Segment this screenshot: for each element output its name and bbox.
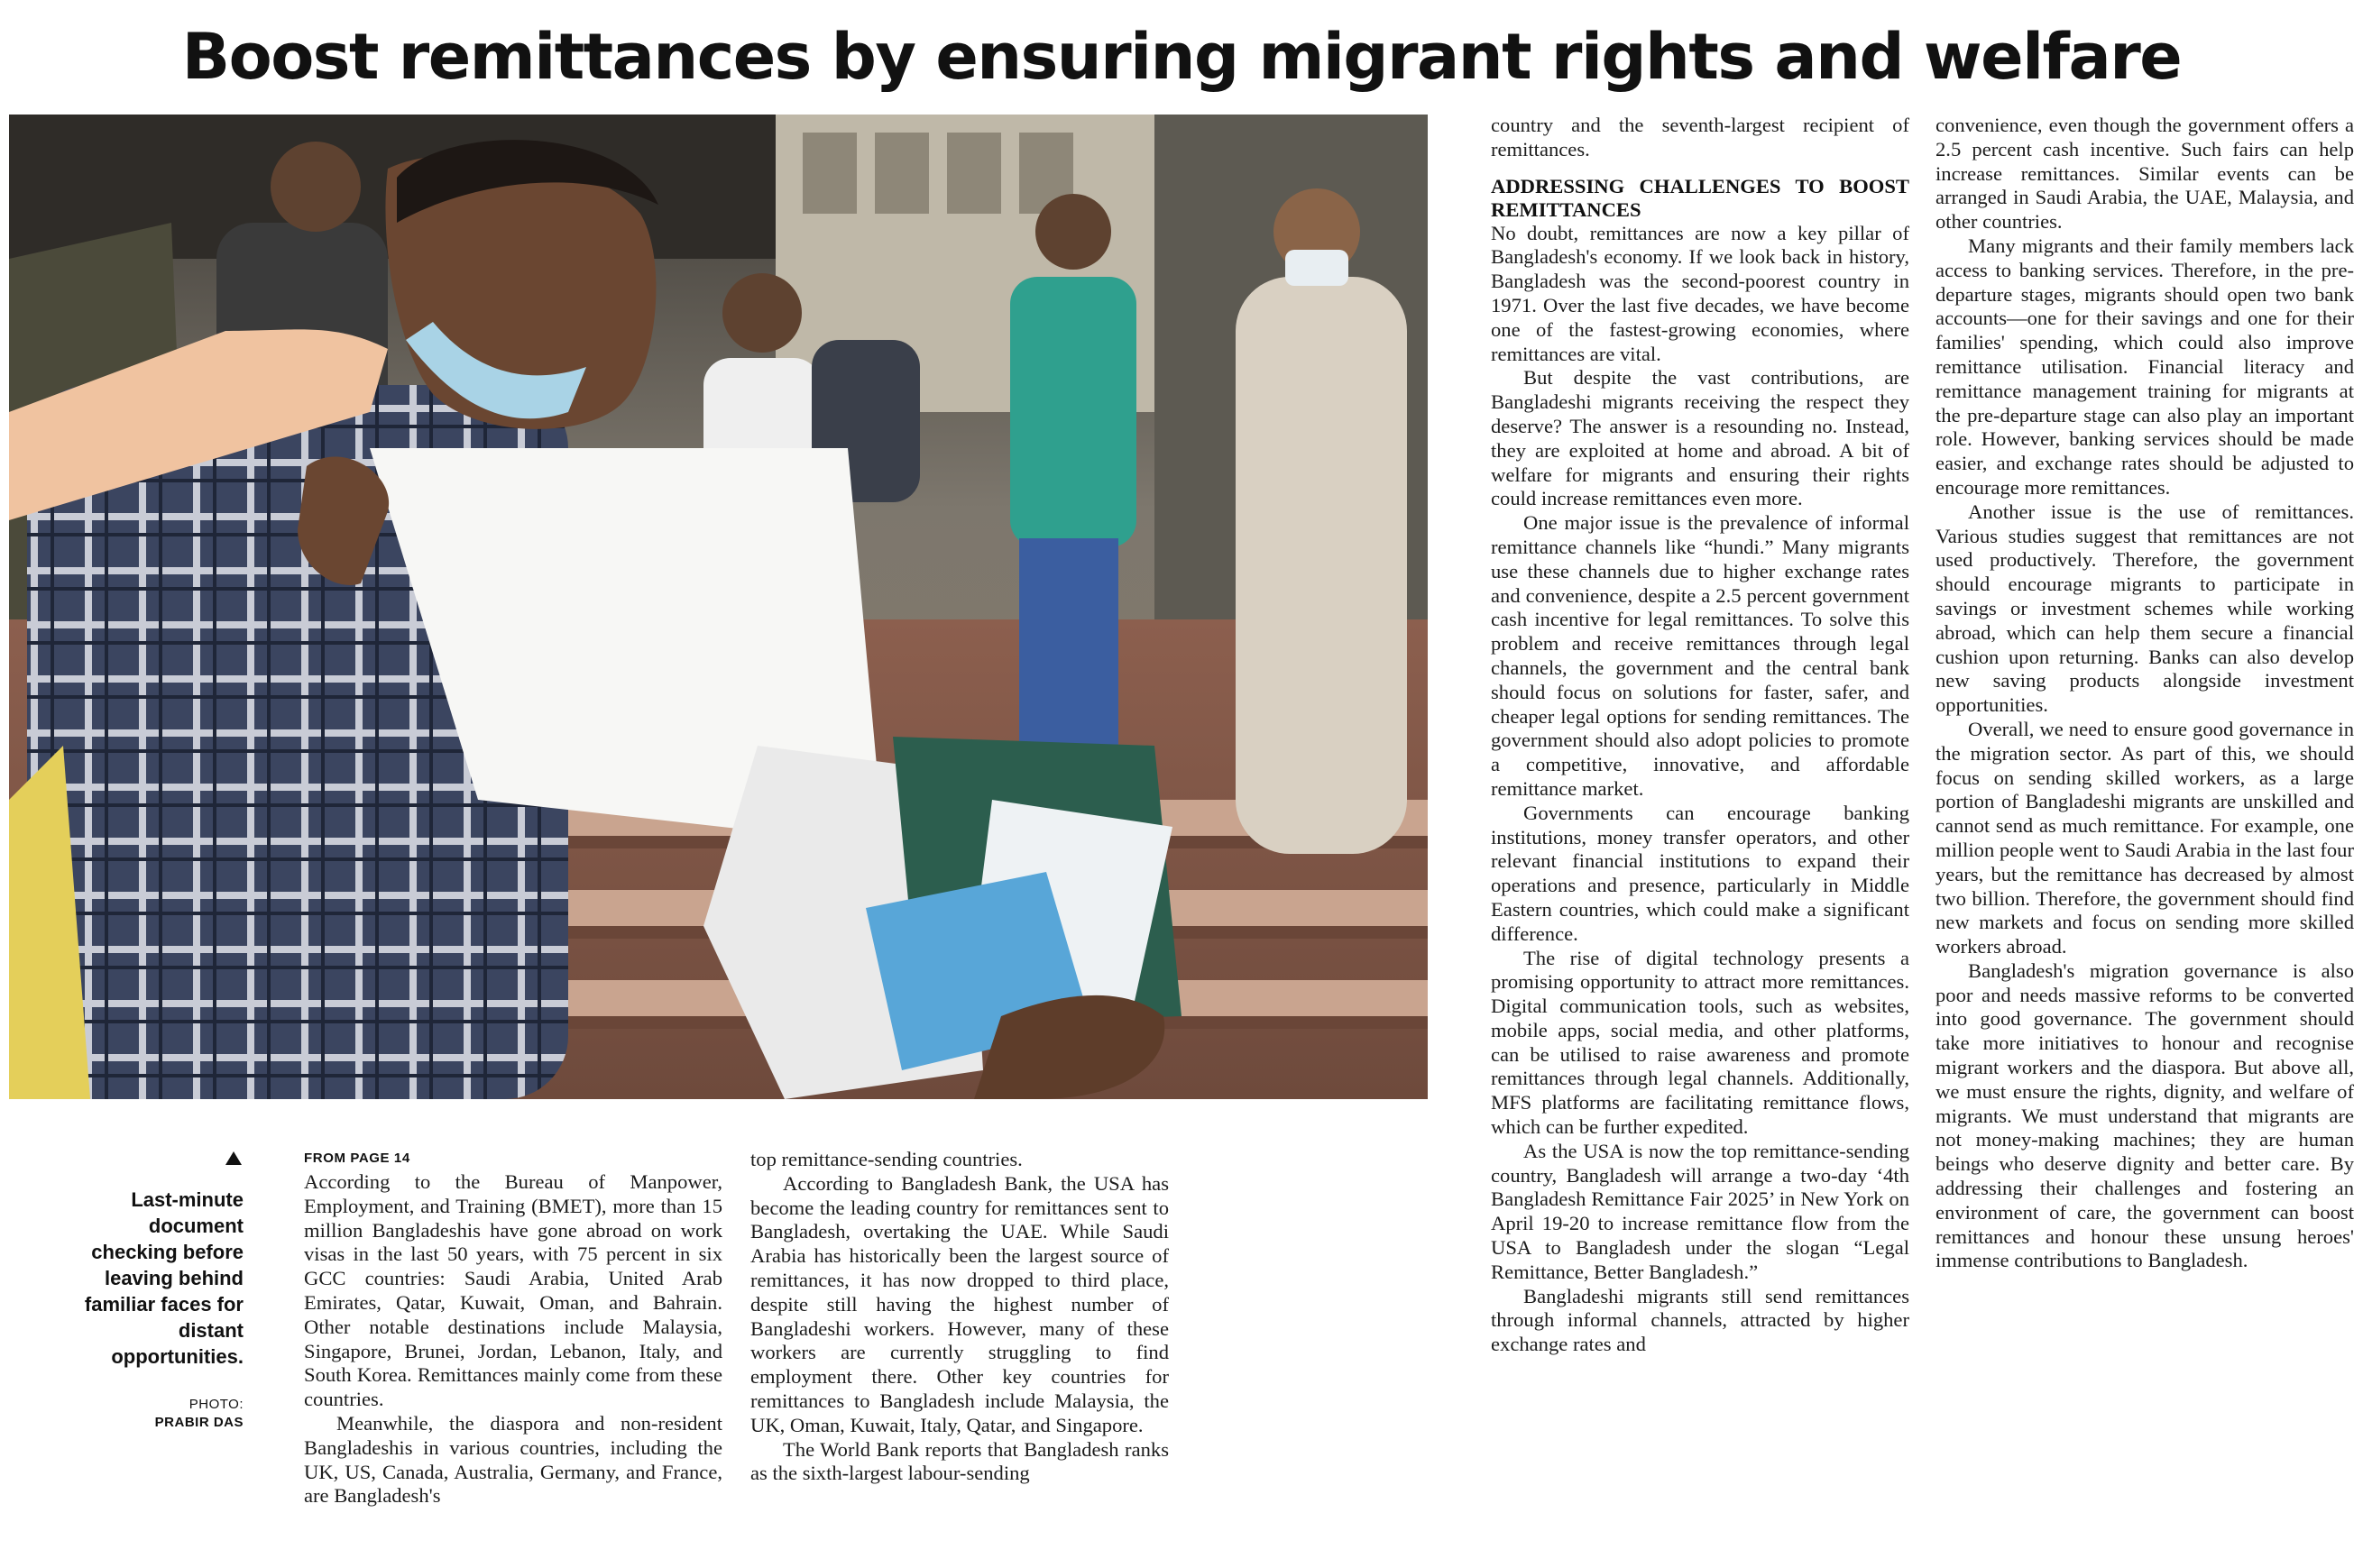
paragraph: Meanwhile, the diaspora and non-resident Bangladeshis in various countries, including the UK, US, Canada, Australia, Germany, and France, are Bangladesh's — [304, 1411, 722, 1508]
news-photo — [9, 115, 1428, 1099]
article-column-1 — [304, 1147, 722, 1508]
paragraph: Many migrants and their family members lack access to banking services. Therefore, in the pre-departure stages, migrants should open two bank accounts—one for their savings and one for their families' spending, which could also improve remittance utilisation. Financial literacy and remittance management training for migrants at the pre-departure stage can also play an important role. However, banking services should be made easier, and exchange rates should be adjusted to encourage more remittances. — [1935, 234, 2354, 499]
paragraph: convenience, even though the government offers a 2.5 percent cash incentive. Such fairs can help increase remittances. Similar events can be arranged in Saudi Arabia, the UAE, Malaysia, and other countries. — [1935, 114, 2354, 234]
photo-credit-label: PHOTO: — [188, 1397, 244, 1412]
triangle-up-icon — [225, 1151, 242, 1165]
photo-caption: Last-minute document checking before leaving behind familiar faces for distant opportunities. — [84, 1188, 244, 1368]
article-column-3 — [1491, 114, 1909, 1357]
paragraph: According to Bangladesh Bank, the USA has become the leading country for remittances sent to Bangladesh, overtaking the UAE. While Saudi Arabia has historically been the largest source of remittances, it has now dropped to third place, despite still having the highest number of Bangladeshi workers. However, many of these workers are currently struggling to find employment there. Other key countries for remittances to Bangladesh include Malaysia, the UK, Oman, Kuwait, Italy, Qatar, and Singapore. — [750, 1171, 1169, 1436]
continued-from-kicker: FROM PAGE 14 — [304, 1151, 410, 1166]
photo-credit — [63, 1396, 244, 1432]
news-photo-illustration — [9, 115, 1428, 1099]
article-column-2 — [750, 1148, 1169, 1486]
paragraph: The World Bank reports that Bangladesh ranks as the sixth-largest labour-sending — [750, 1437, 1169, 1485]
paragraph: No doubt, remittances are now a key pillar of Bangladesh's economy. If we look back in history, Bangladesh was the second-poorest country in 1971. Over the last five decades, we have become one of the fastest-growing economies, where remittances are vital. — [1491, 221, 1909, 365]
paragraph: top remittance-sending countries. — [750, 1148, 1023, 1170]
paragraph: Overall, we need to ensure good governance in the migration sector. As part of this, we should focus on sending skilled workers, as a large portion of Bangladeshi migrants are unskilled and cannot send as much remittance. For example, one million people went to Saudi Arabia in the last four years, but the remittance has decreased by almost two billion. Therefore, the government should find new markets and focus on sending more skilled workers abroad. — [1935, 717, 2354, 958]
paragraph: As the USA is now the top remittance-sending country, Bangladesh will arrange a two-day ‘4th Bangladesh Remittance Fair 2025’ in New York on April 19-20 to increase remittance flow from the USA to Bangladesh under the slogan “Legal Remittance, Better Bangladesh.” — [1491, 1139, 1909, 1283]
paragraph: According to the Bureau of Manpower, Employment, and Training (BMET), more than 15 million Bangladeshis have gone abroad on work visas in the last 50 years, with 75 percent in six GCC countries: Saudi Arabia, United Arab Emirates, Qatar, Kuwait, Oman, and Bahrain. Other notable destinations include Malaysia, Singapore, Brunei, Jordan, Lebanon, Italy, and South Korea. Remittances mainly come from these countries. — [304, 1170, 722, 1411]
paragraph: Governments can encourage banking institutions, money transfer operators, and other relevant financial institutions to expand their operations and presence, particularly in Middle Eastern countries, which could make a significant difference. — [1491, 801, 1909, 945]
paragraph: Another issue is the use of remittances. Various studies suggest that remittances are not used productively. Therefore, the government should encourage migrants to participate in savings or investment schemes while working abroad, which can help them secure a financial cushion upon returning. Banks can also develop new saving products alongside investment opportunities. — [1935, 500, 2354, 717]
paragraph: Bangladeshi migrants still send remittances through informal channels, attracted by higher exchange rates and — [1491, 1284, 1909, 1356]
photo-credit-name: PRABIR DAS — [154, 1415, 244, 1430]
paragraph: Bangladesh's migration governance is also poor and needs massive reforms to be converted into good governance. The government should take more initiatives to honour and recognise migrant workers and the diaspora. But above all, we must ensure the rights, dignity, and welfare of migrants. We must understand that migrants are not money-making machines; they are human beings who deserve dignity and better care. By addressing their challenges and fostering an environment of care, the government can boost remittances and honour these unsung heroes' immense contributions to Bangladesh. — [1935, 958, 2354, 1272]
paragraph: The rise of digital technology presents a promising opportunity to attract more remittances. Digital communication tools, such as websites, mobile apps, social media, and other platforms, can be utilised to raise awareness and promote remittances through legal channels. Additionally, MFS platforms are facilitating remittance flows, which can be further expedited. — [1491, 946, 1909, 1139]
section-heading: ADDRESSING CHALLENGES TO BOOST REMITTANCES — [1491, 174, 1909, 221]
article-column-4 — [1935, 114, 2354, 1273]
paragraph: One major issue is the prevalence of informal remittance channels like “hundi.” Many migrants use these channels due to higher exchange rates and convenience, despite a 2.5 percent government cash incentive for legal remittances. To solve this problem and receive remittances through legal channels, the government and the central bank should focus on solutions for faster, safer, and cheaper legal options for sending remittances. The government should also adopt policies to promote a competitive, innovative, and affordable remittance market. — [1491, 511, 1909, 800]
paragraph: But despite the vast contributions, are Bangladeshi migrants receiving the respect they deserve? The answer is a resounding no. Instead, they are exploited at home and abroad. A bit of welfare for migrants and ensuring their rights could increase remittances even more. — [1491, 366, 1909, 510]
headline: Boost remittances by ensuring migrant rights and welfare — [181, 20, 2182, 94]
paragraph: country and the seventh-largest recipient of remittances. — [1491, 114, 1909, 160]
